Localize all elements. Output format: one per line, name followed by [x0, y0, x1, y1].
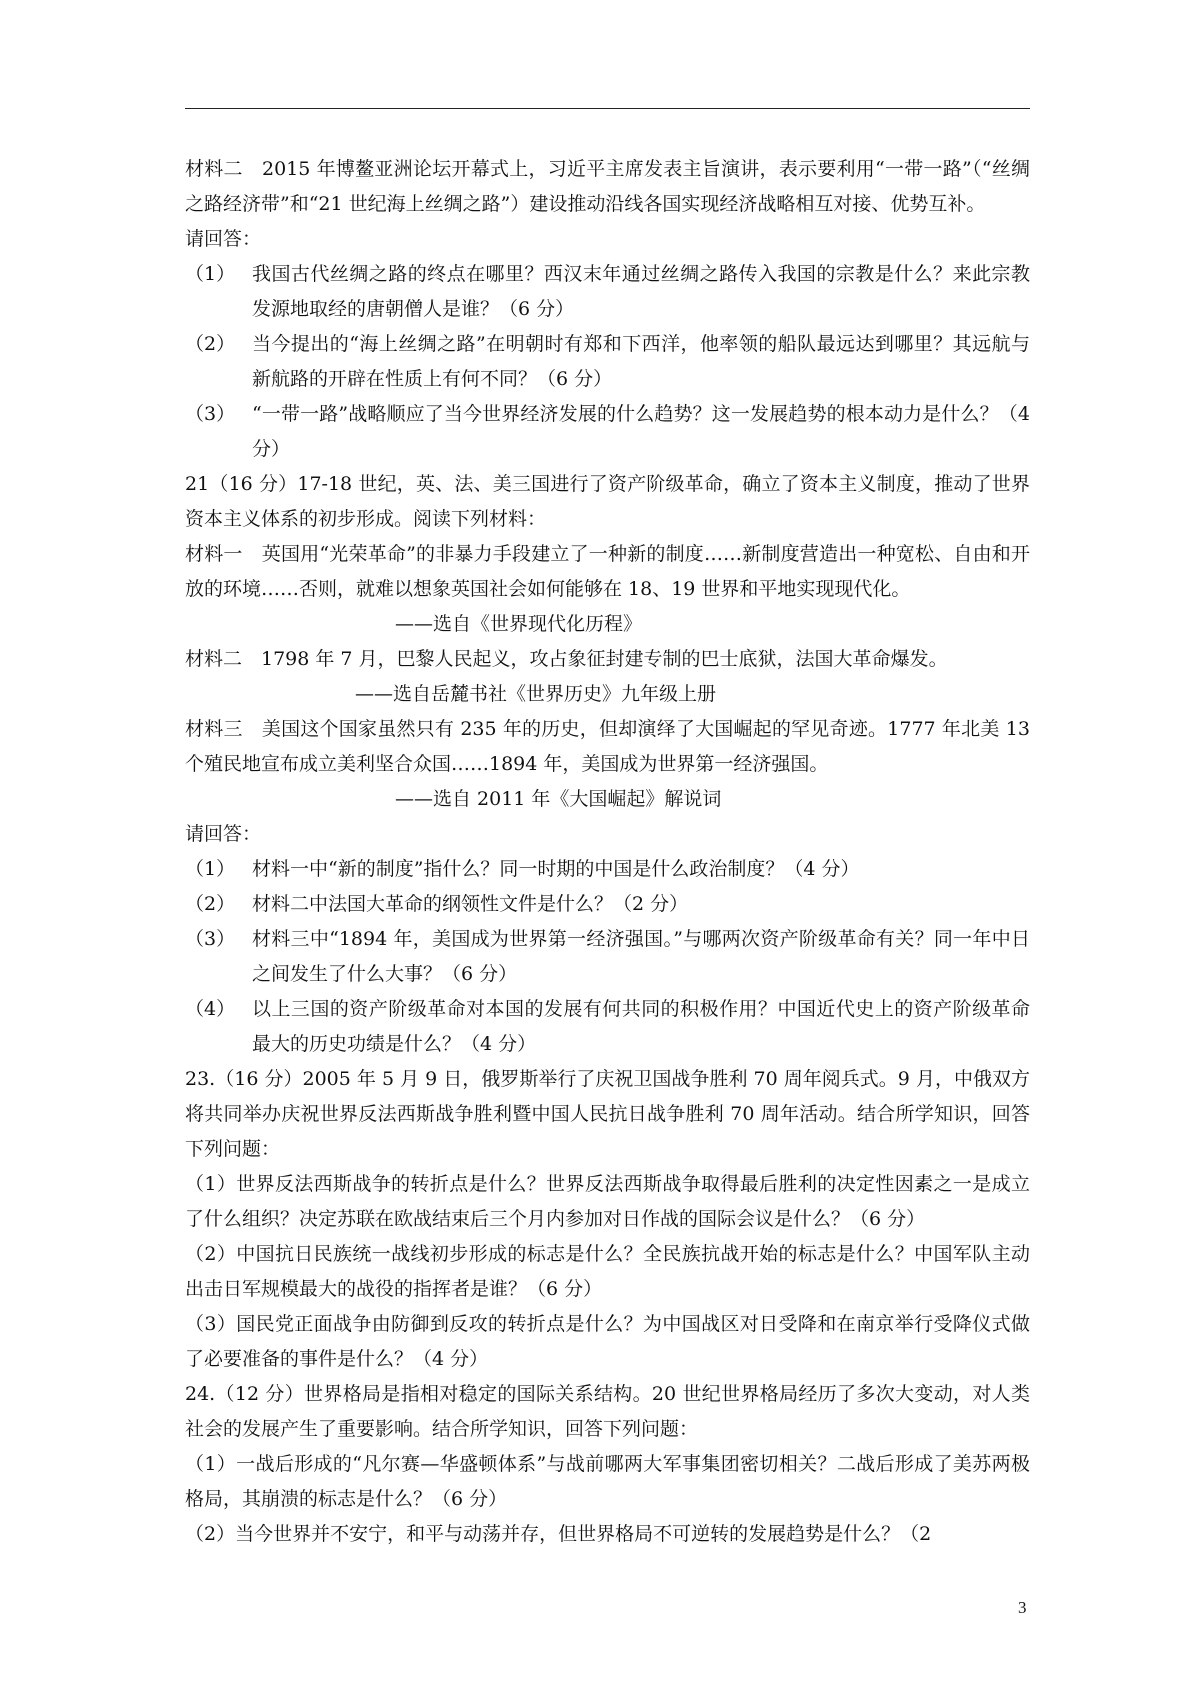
- question-item: [185, 852, 1030, 887]
- paragraph: （1）一战后形成的“凡尔赛—华盛顿体系”与战前哪两大军事集团密切相关？二战后形成了美苏两极格局，其崩溃的标志是什么？（6 分）: [185, 1453, 1030, 1510]
- question-text: 材料二中法国大革命的纲领性文件是什么？（2 分）: [252, 893, 689, 915]
- paragraph: 请回答：: [185, 228, 262, 250]
- question-number: （2）: [185, 333, 236, 355]
- question-number: （1）: [185, 263, 236, 285]
- question-item: [185, 257, 1030, 327]
- header-rule: [185, 108, 1030, 109]
- paragraph: 请回答：: [185, 823, 262, 845]
- question-number: （4）: [185, 998, 236, 1020]
- question-text: 材料三中“1894 年，美国成为世界第一经济强国。”与哪两次资产阶级革命有关？同一年中日之间发生了什么大事？（6 分）: [252, 928, 1030, 985]
- paragraph: 24.（12 分）世界格局是指相对稳定的国际关系结构。20 世纪世界格局经历了多次大变动，对人类社会的发展产生了重要影响。结合所学知识，回答下列问题：: [185, 1383, 1030, 1440]
- question-text: 以上三国的资产阶级革命对本国的发展有何共同的积极作用？中国近代史上的资产阶级革命最大的历史功绩是什么？（4 分）: [252, 998, 1030, 1055]
- question-number: （3）: [185, 928, 236, 950]
- source-citation: ——选自《世界现代化历程》: [395, 613, 643, 635]
- question-number: （2）: [185, 893, 236, 915]
- paragraph: 材料一 英国用“光荣革命”的非暴力手段建立了一种新的制度……新制度营造出一种宽松、自由和开放的环境……否则，就难以想象英国社会如何能够在 18、19 世界和平地实现现代化。: [185, 543, 1030, 600]
- paragraph: 材料二 1798 年 7 月，巴黎人民起义，攻占象征封建专制的巴士底狱，法国大革命爆发。: [185, 648, 948, 670]
- question-item: [185, 327, 1030, 397]
- question-number: （1）: [185, 858, 236, 880]
- question-item: [185, 922, 1030, 992]
- question-text: 我国古代丝绸之路的终点在哪里？西汉末年通过丝绸之路传入我国的宗教是什么？来此宗教发源地取经的唐朝僧人是谁？（6 分）: [252, 263, 1030, 320]
- question-item: [185, 992, 1030, 1062]
- source-citation: ——选自岳麓书社《世界历史》九年级上册: [355, 683, 717, 705]
- paragraph: 材料三 美国这个国家虽然只有 235 年的历史，但却演绎了大国崛起的罕见奇迹。1777 年北美 13 个殖民地宣布成立美利坚合众国……1894 年，美国成为世界第一经济强国。: [185, 718, 1030, 775]
- page-number: 3: [1018, 1598, 1027, 1617]
- question-number: （3）: [185, 403, 236, 425]
- question-text: 当今提出的“海上丝绸之路”在明朝时有郑和下西洋，他率领的船队最远达到哪里？其远航与新航路的开辟在性质上有何不同？（6 分）: [252, 333, 1030, 390]
- question-text: 材料一中“新的制度”指什么？同一时期的中国是什么政治制度？（4 分）: [252, 858, 860, 880]
- paragraph: （2）中国抗日民族统一战线初步形成的标志是什么？全民族抗战开始的标志是什么？中国军队主动出击日军规模最大的战役的指挥者是谁？（6 分）: [185, 1243, 1030, 1300]
- source-citation: ——选自 2011 年《大国崛起》解说词: [395, 788, 722, 810]
- paragraph: （2）当今世界并不安宁，和平与动荡并存，但世界格局不可逆转的发展趋势是什么？（2: [185, 1523, 932, 1545]
- question-item: [185, 397, 1030, 467]
- paragraph: 21（16 分）17-18 世纪，英、法、美三国进行了资产阶级革命，确立了资本主义制度，推动了世界资本主义体系的初步形成。阅读下列材料：: [185, 473, 1030, 530]
- paragraph: 23.（16 分）2005 年 5 月 9 日，俄罗斯举行了庆祝卫国战争胜利 70 周年阅兵式。9 月，中俄双方将共同举办庆祝世界反法西斯战争胜利暨中国人民抗日战争胜利 70 周年活动。结合所学知识，回答下列问题：: [185, 1068, 1030, 1160]
- paragraph: （3）国民党正面战争由防御到反攻的转折点是什么？为中国战区对日受降和在南京举行受降仪式做了必要准备的事件是什么？（4 分）: [185, 1313, 1030, 1370]
- question-item: [185, 887, 1030, 922]
- document-body: [185, 152, 1030, 1552]
- paragraph: 材料二 2015 年博鳌亚洲论坛开幕式上，习近平主席发表主旨演讲，表示要利用“一带一路”（“丝绸之路经济带”和“21 世纪海上丝绸之路”）建设推动沿线各国实现经济战略相互对接、优势互补。: [185, 158, 1030, 215]
- question-text: “一带一路”战略顺应了当今世界经济发展的什么趋势？这一发展趋势的根本动力是什么？（4 分）: [252, 403, 1030, 460]
- paragraph: （1）世界反法西斯战争的转折点是什么？世界反法西斯战争取得最后胜利的决定性因素之一是成立了什么组织？决定苏联在欧战结束后三个月内参加对日作战的国际会议是什么？（6 分）: [185, 1173, 1030, 1230]
